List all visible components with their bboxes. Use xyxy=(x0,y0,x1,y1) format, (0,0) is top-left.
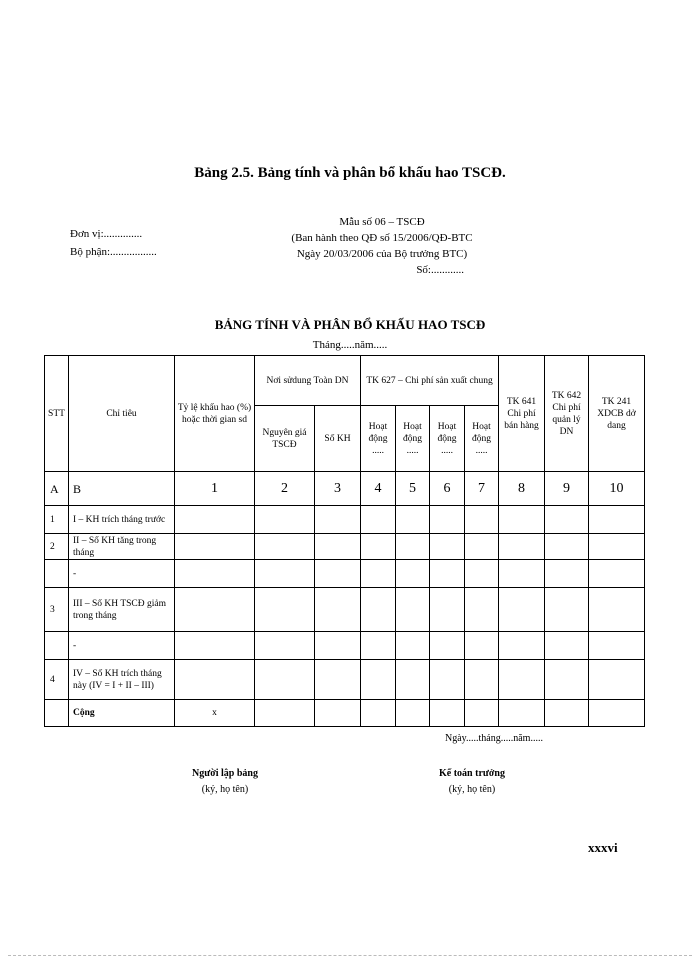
header-depreciation: Số KH xyxy=(315,406,361,472)
index-cell: 9 xyxy=(545,472,589,506)
form-issued-by: (Ban hành theo QĐ số 15/2006/QĐ-BTC xyxy=(291,232,473,244)
activity-dots: ..... xyxy=(441,445,453,456)
row-stt xyxy=(45,560,69,588)
row-stt: 2 xyxy=(45,534,69,560)
header-stt: STT xyxy=(45,356,69,472)
row-rate xyxy=(175,632,255,660)
table-row xyxy=(45,506,645,534)
row-rate xyxy=(175,534,255,560)
column-index-row xyxy=(45,472,645,506)
row-stt xyxy=(45,632,69,660)
index-cell: A xyxy=(45,472,69,506)
total-row xyxy=(45,700,645,727)
row-rate: x xyxy=(175,700,255,727)
index-cell: B xyxy=(69,472,175,506)
table-row xyxy=(45,588,645,632)
table-row xyxy=(45,632,645,660)
index-cell: 1 xyxy=(175,472,255,506)
unit-line: Đơn vị:.............. xyxy=(70,228,143,240)
preparer-role: Người lập bảng xyxy=(191,768,258,779)
department-line: Bộ phận:................. xyxy=(70,246,157,258)
form-number: Số:............ xyxy=(416,264,464,276)
row-label: - xyxy=(69,560,175,588)
row-rate xyxy=(175,660,255,700)
depreciation-table xyxy=(44,355,645,727)
form-code: Mẫu số 06 – TSCĐ xyxy=(339,216,425,228)
row-rate xyxy=(175,588,255,632)
activity-dots: ..... xyxy=(372,445,384,456)
row-label: I – KH trích tháng trước xyxy=(69,506,175,534)
table-row xyxy=(45,560,645,588)
index-cell: 3 xyxy=(315,472,361,506)
page-bottom-divider xyxy=(8,955,692,956)
index-cell: 2 xyxy=(255,472,315,506)
page-number: xxxvi xyxy=(588,840,618,855)
header-activity-4 xyxy=(465,406,499,472)
activity-label: Hoạt động xyxy=(437,421,457,444)
chief-accountant-role: Kế toán trưởng xyxy=(439,768,505,779)
chief-accountant-signature xyxy=(412,766,532,798)
index-cell: 10 xyxy=(589,472,645,506)
index-cell: 6 xyxy=(430,472,465,506)
total-label: Cộng xyxy=(69,700,175,727)
preparer-signature xyxy=(165,766,285,798)
row-rate xyxy=(175,506,255,534)
activity-dots: ..... xyxy=(406,445,419,456)
activity-label: Hoạt động xyxy=(403,421,422,444)
header-tk241: TK 241 XDCB dở dang xyxy=(589,356,645,472)
row-label: III – Số KH TSCĐ giảm trong tháng xyxy=(69,588,175,632)
document-title: Bảng 2.5. Bảng tính và phân bổ khấu hao TSCĐ. xyxy=(194,165,506,181)
index-cell: 5 xyxy=(396,472,430,506)
row-label: IV – Số KH trích tháng này (IV = I + II – III) xyxy=(69,660,175,700)
header-tk627: TK 627 – Chi phí sản xuất chung xyxy=(361,356,499,406)
header-indicator: Chỉ tiêu xyxy=(69,356,175,472)
header-activity-1 xyxy=(361,406,396,472)
row-label: II – Số KH tăng trong tháng xyxy=(69,534,175,560)
table-row xyxy=(45,534,645,560)
header-activity-3 xyxy=(430,406,465,472)
preparer-note: (ký, họ tên) xyxy=(201,784,249,795)
activity-dots: ..... xyxy=(475,445,488,456)
index-cell: 4 xyxy=(361,472,396,506)
header-original-cost: Nguyên giá TSCĐ xyxy=(255,406,315,472)
table-row xyxy=(45,660,645,700)
chief-accountant-note: (ký, họ tên) xyxy=(448,784,496,795)
row-stt xyxy=(45,700,69,727)
form-issued-date: Ngày 20/03/2006 của Bộ trưởng BTC) xyxy=(296,248,468,260)
header-tk641: TK 641 Chi phí bán hàng xyxy=(499,356,545,472)
period-line: Tháng.....năm..... xyxy=(312,339,388,351)
activity-label: Hoạt động xyxy=(472,421,491,444)
row-stt: 4 xyxy=(45,660,69,700)
unit-info xyxy=(70,225,157,261)
header-usage-place: Nơi sửdung Toàn DN xyxy=(255,356,361,406)
row-stt: 1 xyxy=(45,506,69,534)
header-tk642: TK 642 Chi phí quản lý DN xyxy=(545,356,589,472)
header-activity-2 xyxy=(396,406,430,472)
index-cell: 8 xyxy=(499,472,545,506)
table-title: BẢNG TÍNH VÀ PHÂN BỔ KHẤU HAO TSCĐ xyxy=(214,317,486,332)
activity-label: Hoạt động xyxy=(368,421,388,444)
header-rate: Tỷ lệ khấu hao (%) hoặc thời gian sd xyxy=(175,356,255,472)
row-stt: 3 xyxy=(45,588,69,632)
row-label: - xyxy=(69,632,175,660)
header-row-1 xyxy=(45,356,645,406)
form-reference xyxy=(282,214,482,278)
date-line: Ngày.....tháng.....năm..... xyxy=(445,733,543,744)
row-rate xyxy=(175,560,255,588)
index-cell: 7 xyxy=(465,472,499,506)
